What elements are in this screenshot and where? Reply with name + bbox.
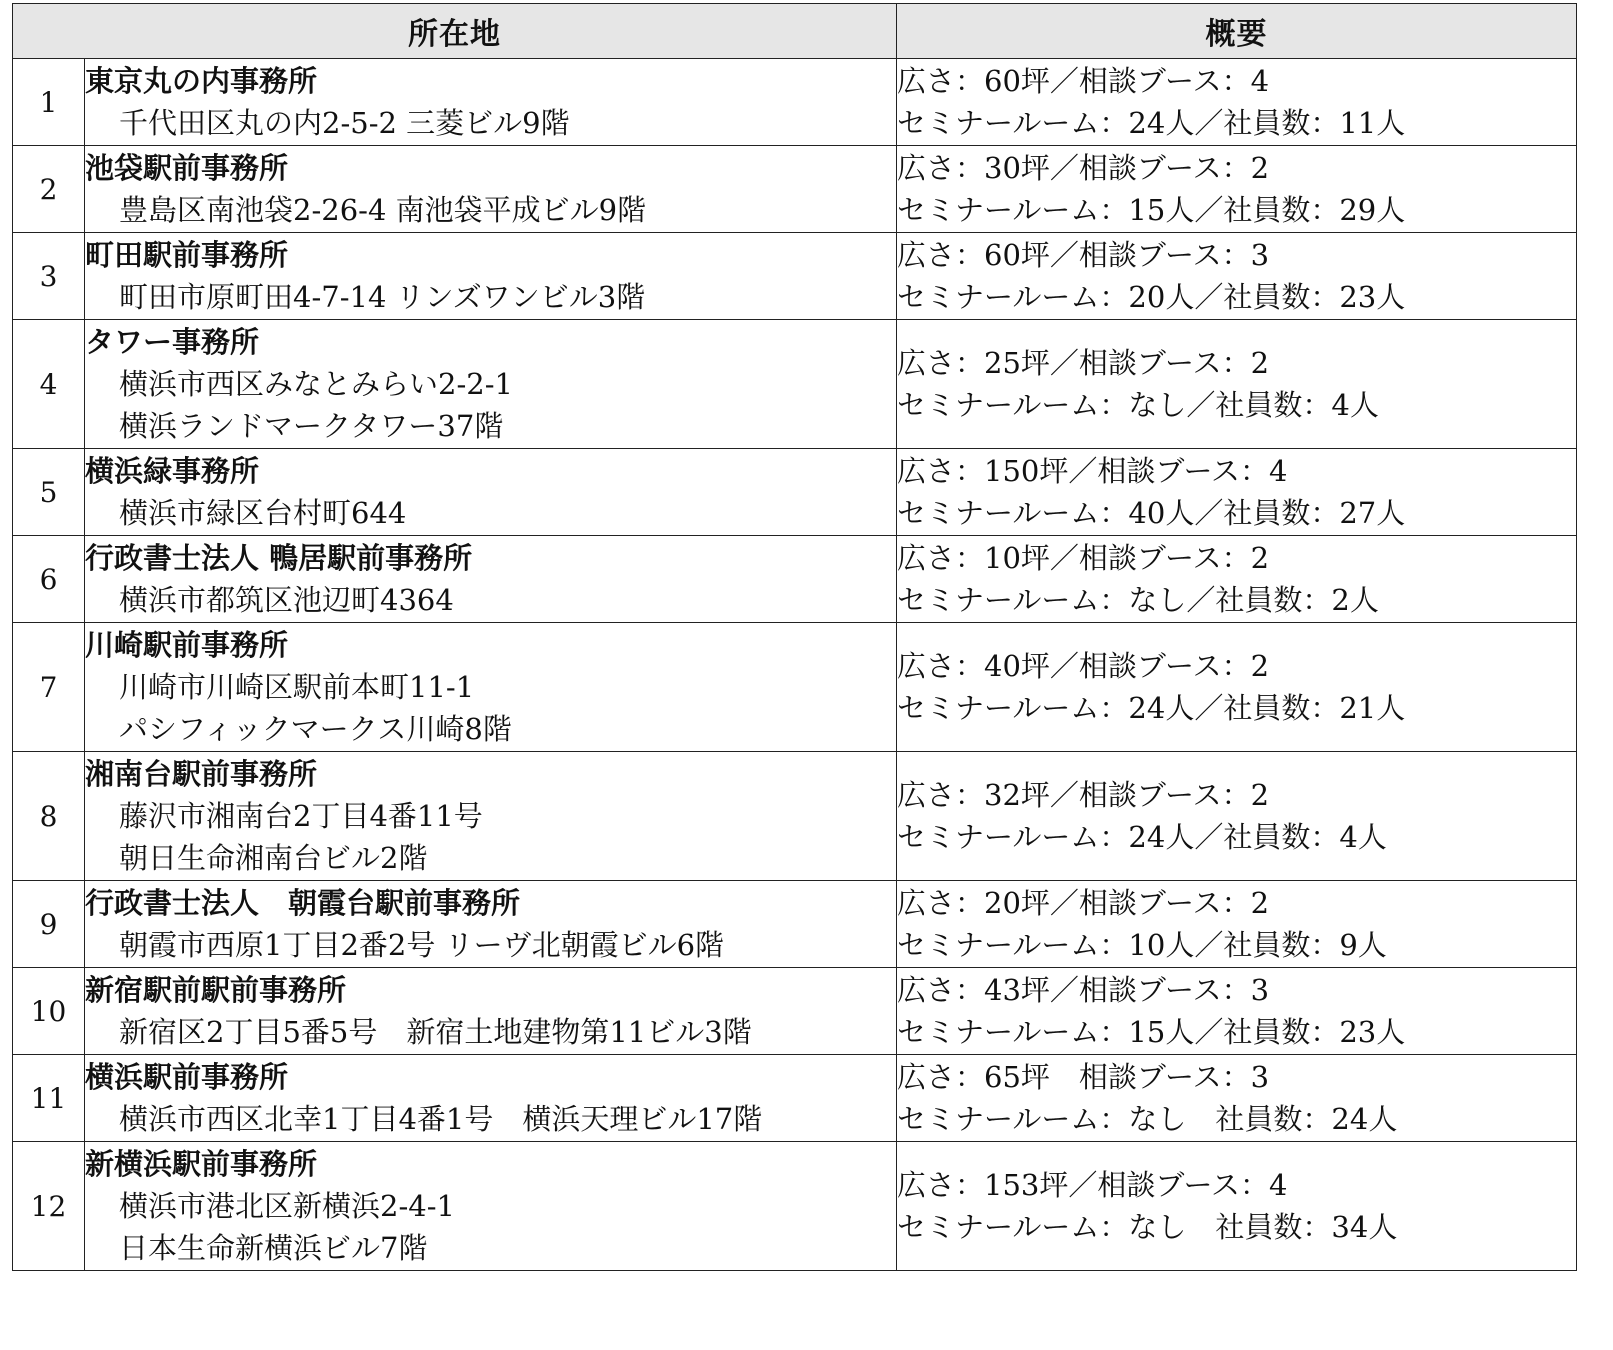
office-address-line: 豊島区南池袋2-26-4 南池袋平成ビル9階 — [119, 193, 647, 227]
table-row — [13, 536, 1577, 623]
table-row — [13, 320, 1577, 449]
summary-cell — [897, 752, 1577, 881]
table-row — [13, 881, 1577, 968]
office-seminar-staff: セミナールーム：10人／社員数：9人 — [897, 928, 1387, 962]
office-name: 行政書士法人 朝霞台駅前事務所 — [85, 886, 521, 920]
office-seminar-staff: セミナールーム：24人／社員数：11人 — [897, 106, 1406, 140]
summary-header: 概要 — [897, 4, 1577, 59]
table-header — [13, 4, 1577, 59]
summary-cell — [897, 320, 1577, 449]
location-cell — [85, 59, 897, 146]
office-size-booths: 広さ：60坪／相談ブース：4 — [897, 64, 1270, 98]
summary-cell — [897, 233, 1577, 320]
office-address-line: パシフィックマークス川崎8階 — [119, 712, 512, 746]
summary-cell — [897, 623, 1577, 752]
office-size-booths: 広さ：32坪／相談ブース：2 — [897, 778, 1270, 812]
location-cell — [85, 752, 897, 881]
office-seminar-staff: セミナールーム：20人／社員数：23人 — [897, 280, 1406, 314]
table-row — [13, 752, 1577, 881]
summary-cell — [897, 968, 1577, 1055]
table-row — [13, 449, 1577, 536]
office-address-line: 横浜市緑区台村町644 — [119, 496, 407, 530]
office-address-line: 新宿区2丁目5番5号 新宿土地建物第11ビル3階 — [119, 1015, 752, 1049]
location-cell — [85, 233, 897, 320]
office-name: 行政書士法人 鴨居駅前事務所 — [85, 541, 473, 575]
row-number: 11 — [13, 1055, 85, 1142]
summary-cell — [897, 1142, 1577, 1271]
office-address-line: 町田市原町田4-7-14 リンズワンビル3階 — [119, 280, 646, 314]
office-size-booths: 広さ：10坪／相談ブース：2 — [897, 541, 1270, 575]
office-list-table — [12, 3, 1577, 1271]
office-address-line: 朝日生命湘南台ビル2階 — [119, 841, 428, 875]
office-size-booths: 広さ：25坪／相談ブース：2 — [897, 346, 1270, 380]
office-address-line: 横浜市都筑区池辺町4364 — [119, 583, 454, 617]
office-name: 池袋駅前事務所 — [85, 151, 289, 185]
office-seminar-staff: セミナールーム：なし／社員数：4人 — [897, 388, 1379, 422]
office-size-booths: 広さ：40坪／相談ブース：2 — [897, 649, 1270, 683]
location-cell — [85, 968, 897, 1055]
office-name: 東京丸の内事務所 — [85, 64, 318, 98]
office-address-line: 日本生命新横浜ビル7階 — [119, 1231, 428, 1265]
row-number: 2 — [13, 146, 85, 233]
office-seminar-staff: セミナールーム：なし／社員数：2人 — [897, 583, 1379, 617]
office-size-booths: 広さ：153坪／相談ブース：4 — [897, 1168, 1288, 1202]
office-seminar-staff: セミナールーム：40人／社員数：27人 — [897, 496, 1406, 530]
office-address-line: 横浜ランドマークタワー37階 — [119, 409, 504, 443]
office-seminar-staff: セミナールーム：24人／社員数：21人 — [897, 691, 1406, 725]
office-seminar-staff: セミナールーム：15人／社員数：23人 — [897, 1015, 1406, 1049]
location-cell — [85, 1142, 897, 1271]
header-row — [13, 4, 1577, 59]
summary-cell — [897, 1055, 1577, 1142]
row-number: 7 — [13, 623, 85, 752]
office-name: 新宿駅前駅前事務所 — [85, 973, 347, 1007]
table-row — [13, 1055, 1577, 1142]
row-number: 10 — [13, 968, 85, 1055]
office-size-booths: 広さ：43坪／相談ブース：3 — [897, 973, 1270, 1007]
row-number: 12 — [13, 1142, 85, 1271]
office-address-line: 横浜市西区北幸1丁目4番1号 横浜天理ビル17階 — [119, 1102, 763, 1136]
row-number: 1 — [13, 59, 85, 146]
office-size-booths: 広さ：150坪／相談ブース：4 — [897, 454, 1288, 488]
office-name: 新横浜駅前事務所 — [85, 1147, 318, 1181]
office-name: 川崎駅前事務所 — [85, 628, 289, 662]
location-cell — [85, 881, 897, 968]
office-name: 横浜緑事務所 — [85, 454, 260, 488]
office-address-line: 千代田区丸の内2-5-2 三菱ビル9階 — [119, 106, 570, 140]
location-header: 所在地 — [13, 4, 897, 59]
table-row — [13, 1142, 1577, 1271]
office-size-booths: 広さ：60坪／相談ブース：3 — [897, 238, 1270, 272]
row-number: 3 — [13, 233, 85, 320]
summary-cell — [897, 146, 1577, 233]
office-name: 横浜駅前事務所 — [85, 1060, 289, 1094]
table-row — [13, 233, 1577, 320]
summary-cell — [897, 881, 1577, 968]
table-row — [13, 968, 1577, 1055]
table-body — [13, 59, 1577, 1271]
table-row — [13, 59, 1577, 146]
location-cell — [85, 536, 897, 623]
table-row — [13, 623, 1577, 752]
row-number: 5 — [13, 449, 85, 536]
row-number: 6 — [13, 536, 85, 623]
location-cell — [85, 623, 897, 752]
location-cell — [85, 320, 897, 449]
row-number: 9 — [13, 881, 85, 968]
row-number: 4 — [13, 320, 85, 449]
office-name: タワー事務所 — [85, 325, 260, 359]
office-size-booths: 広さ：30坪／相談ブース：2 — [897, 151, 1270, 185]
summary-cell — [897, 536, 1577, 623]
office-address-line: 横浜市港北区新横浜2-4-1 — [119, 1189, 455, 1223]
office-address-line: 横浜市西区みなとみらい2-2-1 — [119, 367, 513, 401]
office-address-line: 川崎市川崎区駅前本町11-1 — [119, 670, 475, 704]
office-seminar-staff: セミナールーム：なし 社員数：34人 — [897, 1210, 1398, 1244]
office-size-booths: 広さ：20坪／相談ブース：2 — [897, 886, 1270, 920]
location-cell — [85, 1055, 897, 1142]
office-seminar-staff: セミナールーム：なし 社員数：24人 — [897, 1102, 1398, 1136]
location-cell — [85, 146, 897, 233]
office-seminar-staff: セミナールーム：24人／社員数：4人 — [897, 820, 1387, 854]
summary-cell — [897, 59, 1577, 146]
office-size-booths: 広さ：65坪 相談ブース：3 — [897, 1060, 1270, 1094]
office-name: 町田駅前事務所 — [85, 238, 289, 272]
location-cell — [85, 449, 897, 536]
office-seminar-staff: セミナールーム：15人／社員数：29人 — [897, 193, 1406, 227]
office-address-line: 朝霞市西原1丁目2番2号 リーヴ北朝霞ビル6階 — [119, 928, 725, 962]
table-row — [13, 146, 1577, 233]
row-number: 8 — [13, 752, 85, 881]
office-address-line: 藤沢市湘南台2丁目4番11号 — [119, 799, 483, 833]
office-name: 湘南台駅前事務所 — [85, 757, 318, 791]
summary-cell — [897, 449, 1577, 536]
